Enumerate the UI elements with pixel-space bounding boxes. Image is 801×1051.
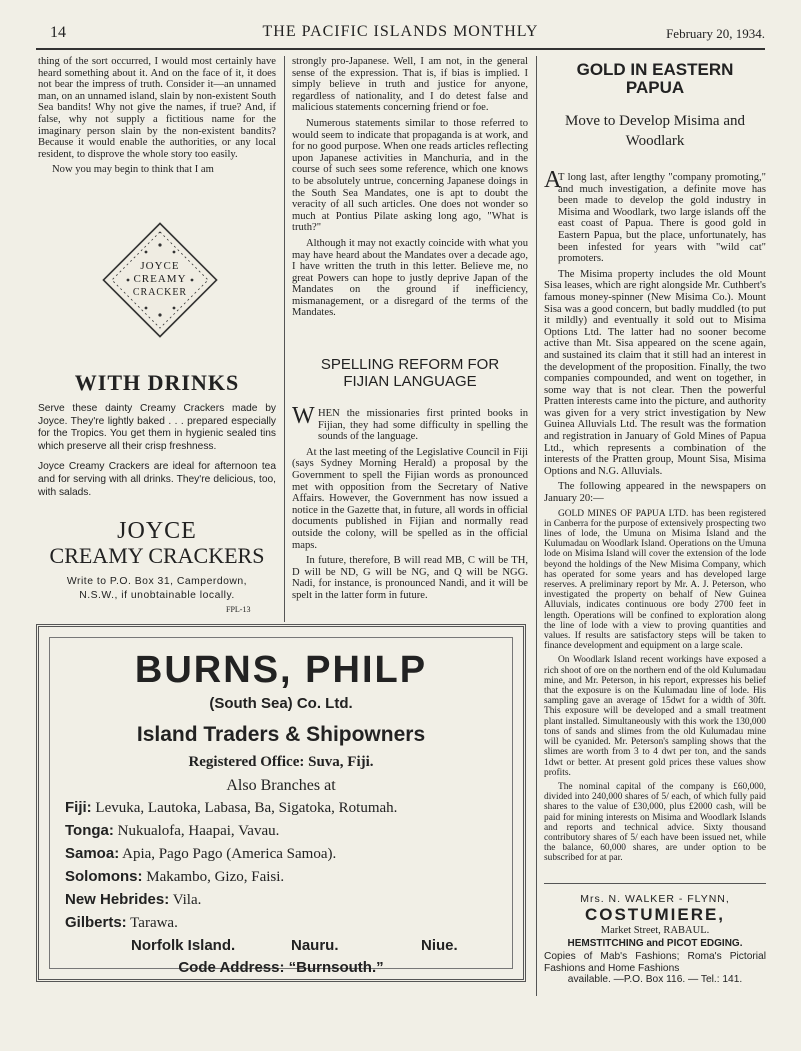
gold-subtitle-1: Move to Develop Misima and [565,113,745,129]
branch-places: Nukualofa, Haapai, Vavau. [117,823,280,839]
branch-niue: Niue. [421,937,458,954]
drop-cap: W [292,403,315,429]
paragraph: In future, therefore, B will read MB, C will be TH, D will be ND, G will be NG, and Q will be NGG. Nadi, for instance, is pronounced Nandi, and it will be spelt in the latter form in future. [292,555,528,601]
joyce-copy [38,403,276,503]
branch-row-samoa [65,845,336,863]
burns-office: Registered Office: Suva, Fiji. [188,754,374,770]
badge-line-2: CREAMY [133,273,187,285]
walker-line-2: Copies of Mab's Fashions; Roma's Pictorial Fashions and Home Fashions [544,951,766,974]
badge-line-1: JOYCE [140,260,180,272]
paragraph: Numerous statements similar to those referred to would seem to indicate that propaganda is at work, and for no good purpose. When one reads articles reflecting upon Japanese activities in Manchuria, and in the course of such sees some reference, which one knows to be absolutely untrue, concerning Japanese doings in the South Sea Mandates, one is apt to doubt the veracity of all such articles. One does not wonder so much at Pontius Pilate asking long ago, "What is truth?" [292,117,528,234]
branch-row-tonga [65,822,279,840]
branch-places: Apia, Pago Pago (America Samoa). [122,846,337,862]
branch-places: Tarawa. [130,915,178,931]
paragraph: Joyce Creamy Crackers are ideal for afternoon tea and for serving with all drinks. They're delicious, too, with salads. [38,461,276,498]
walker-name: Mrs. N. WALKER - FLYNN, [580,893,730,905]
branch-row-solomons [65,868,284,886]
burns-code-address: Code Address: “Burnsouth.” [178,959,384,976]
branch-places: Vila. [172,892,202,908]
joyce-brand-line-2: CREAMY CRACKERS [49,543,265,568]
paragraph: The Misima property includes the old Mount Sisa leases, which are right alongside Mr. Cuthbert's famous money-spinner (New Misima Co.). Mount Sisa was a good concern, but badly muddled (to put it mildly) and eventually it sold out to Misima Options Ltd. The latter had no sooner become active than Mt. Sisa appeared on the scene again, and sustained its claim that it still had an interest in the development of the proposition. Finally, the two companies compounded, and went on together, in some way that is not clear. Then the powerful Pratten interests came into the picture, and authority was given for a very strict investigation by New Guinea Alluvials Ltd. The result was the formation and registration in January of Gold Mines of Papua Ltd., which represents a combination of the interests of the Pratten group, Mount Sisa, Misima Options and N.G. Alluvials. [544,268,766,477]
paragraph: At the last meeting of the Legislative Council in Fiji (says Sydney Morning Herald) a proposal by the Government to spell the Fijian words as pronounced met with opposition from the Secretary of Native Affairs. However, the Government has now issued a notice in the Gazette that, in future, all words in official documents published in Fijian and normally read outside the colony, will be spelled as in the official maps. [292,446,528,551]
joyce-ad-code: FPL-13 [226,605,251,614]
paragraph: Serve these dainty Creamy Crackers made by Joyce. They're lightly baked . . . prepared especially for the Tropics. You get them in hygienic sealed tins which preserve all their crisp freshness. [38,403,276,452]
issue-date: February 20, 1934. [666,26,765,41]
paragraph: Now you may begin to think that I am [52,164,214,176]
column-divider [284,56,285,622]
branch-places: Levuka, Lautoka, Labasa, Ba, Sigatoka, Rotumah. [95,800,398,816]
paragraph: The nominal capital of the company is £60,000, divided into 240,000 shares of 5/ each, of which fully paid shares to the value of £30,000, plus £2000 cash, will be paid for mining interests on Misima and Woodlark Islands and reports and technical advice. Sixty thousand contributory shares of 5/ each have been issued net, while the balance, 60,000 shares, are under option to be subscribed for at par. [544,781,766,864]
branch-label: Tonga: [65,822,114,839]
walker-street: Market Street, RABAUL. [600,925,710,936]
letter-column-1 [38,56,276,180]
column-divider [536,56,537,996]
page-number: 14 [50,24,66,41]
branch-label: Samoa: [65,845,120,862]
paragraph: strongly pro-Japanese. Well, I am not, in the general sense of the expression. That is, if bias is implied. I simply believe in truth and justice for anyone, regardless of nationality, and I do detest false and malicious statements concerning friend or foe. [292,56,528,114]
paragraph: thing of the sort occurred, I would most certainly have heard something about it. And on the face of it, it does not bear the impress of truth. Consider it—an unnamed man, on an unnamed island, slain by non-existent South Sea bandits! Why not give the names, if true? And, if false, why not supply a fictitious name for the imaginary person slain by the non-existent bandits? Because it would enable the authorities, or any local resident, to disprove the whole story too easily. [38,56,276,160]
burns-philp-ad [36,624,526,982]
branch-row-fiji [65,799,397,817]
burns-branches: Also Branches at [226,777,336,794]
paragraph: T long last, after lengthy "company promoting," and much investigation, a definite move has been made to develop the gold industry in Misima and Woodlark, two large islands off the east coast of Papua. There is good gold in Eastern Papua, but the place, unfortunately, has been infested for years with "wild cat" promoters. [558,172,766,265]
burns-name: BURNS, PHILP [134,649,428,691]
paragraph: HEN the missionaries first printed books in Fijian, they had some difficulty in spelling the sounds of the language. [318,408,528,443]
letter-column-2 [292,56,528,323]
branch-row-gilberts [65,914,178,932]
paragraph: Although it may not exactly coincide with what you may have heard about the Mandates over a decade ago, I have written the truth in this letter. Believe me, no great Powers can hope to justly deprive Japan of the Mandates on the ground if inefficiency, mismanagement, or a disregard of the terms of the Mandates. [292,237,528,319]
walker-line-3: available. —P.O. Box 116. — Tel.: 141. [567,974,743,985]
branch-row-new-hebrides [65,891,201,909]
walker-line-1: HEMSTITCHING and PICOT EDGING. [567,938,743,949]
gold-subtitle-2: Woodlark [625,133,685,149]
walker-title: COSTUMIERE, [584,905,726,924]
burns-company: (South Sea) Co. Ltd. [209,695,353,712]
joyce-brand-line-1: JOYCE [117,518,197,544]
branch-places: Makambo, Gizo, Faisi. [146,869,285,885]
spelling-title-2: FIJIAN LANGUAGE [343,373,477,390]
ad-rule [544,883,766,884]
gold-title-2: PAPUA [625,78,685,97]
branch-label: New Hebrides: [65,891,170,908]
branch-label: Fiji: [65,799,92,816]
paragraph: The following appeared in the newspapers on January 20:— [544,481,766,505]
spelling-title-1: SPELLING REFORM FOR [320,356,500,373]
joyce-headline: WITH DRINKS [74,370,240,395]
branch-norfolk: Norfolk Island. [131,937,236,954]
gold-body [544,172,766,868]
branch-nauru: Nauru. [291,937,339,954]
joyce-address-1: Write to P.O. Box 31, Camperdown, [66,576,248,587]
masthead: THE PACIFIC ISLANDS MONTHLY [262,23,539,40]
paragraph: GOLD MINES OF PAPUA LTD. has been registered in Canberra for the purpose of extensively prospecting two lines of lode, the Umuna on Misima Island and the Kulumadau on Woodlark Island. Operations on the Umuna lode on Misima Island will cover the extension of the lode beyond the holdings of the New Misima Company, which has operated for some years and has developed large reserves. A preliminary report by Mr. A. J. Peterson, who investigated the property on behalf of New Guinea Alluvials, indicates continuous ore body 2700 feet in length. Operations will be confined to exploration along the line of lode with a view to proving quantities and values. If results are satisfactory steps will be taken to finance development and equipment on a large scale. [544,508,766,652]
burns-tagline: Island Traders & Shipowners [136,723,426,746]
drop-cap: A [544,167,562,193]
branch-label: Solomons: [65,868,143,885]
badge-text [100,260,220,299]
paragraph: On Woodlark Island recent workings have exposed a rich shoot of ore on the northern end of the old Kulumadau mine, and Mr. Peterson, in his report, expresses his belief that the exposure is on the Kulumadau line of lode. His sampling gave an average of 15dwt for a width of 30ft. This exposure will be developed and a small treatment plant installed. Simultaneously with this work the 130,000 tons of sands and slimes from the old Kulumadau mine will be cyanided. Mr. Peterson's sampling shows that the slimes are worth from 3 to 4 dwt per ton, and the sands 1dwt or better. At present gold prices these values show profits. [544,655,766,778]
badge-line-3: CRACKER [132,287,188,298]
branch-label: Gilberts: [65,914,127,931]
spelling-body [292,408,528,606]
joyce-address-2: N.S.W., if unobtainable locally. [79,590,235,601]
gold-title-1: GOLD IN EASTERN [576,60,734,79]
page-header [36,20,765,50]
